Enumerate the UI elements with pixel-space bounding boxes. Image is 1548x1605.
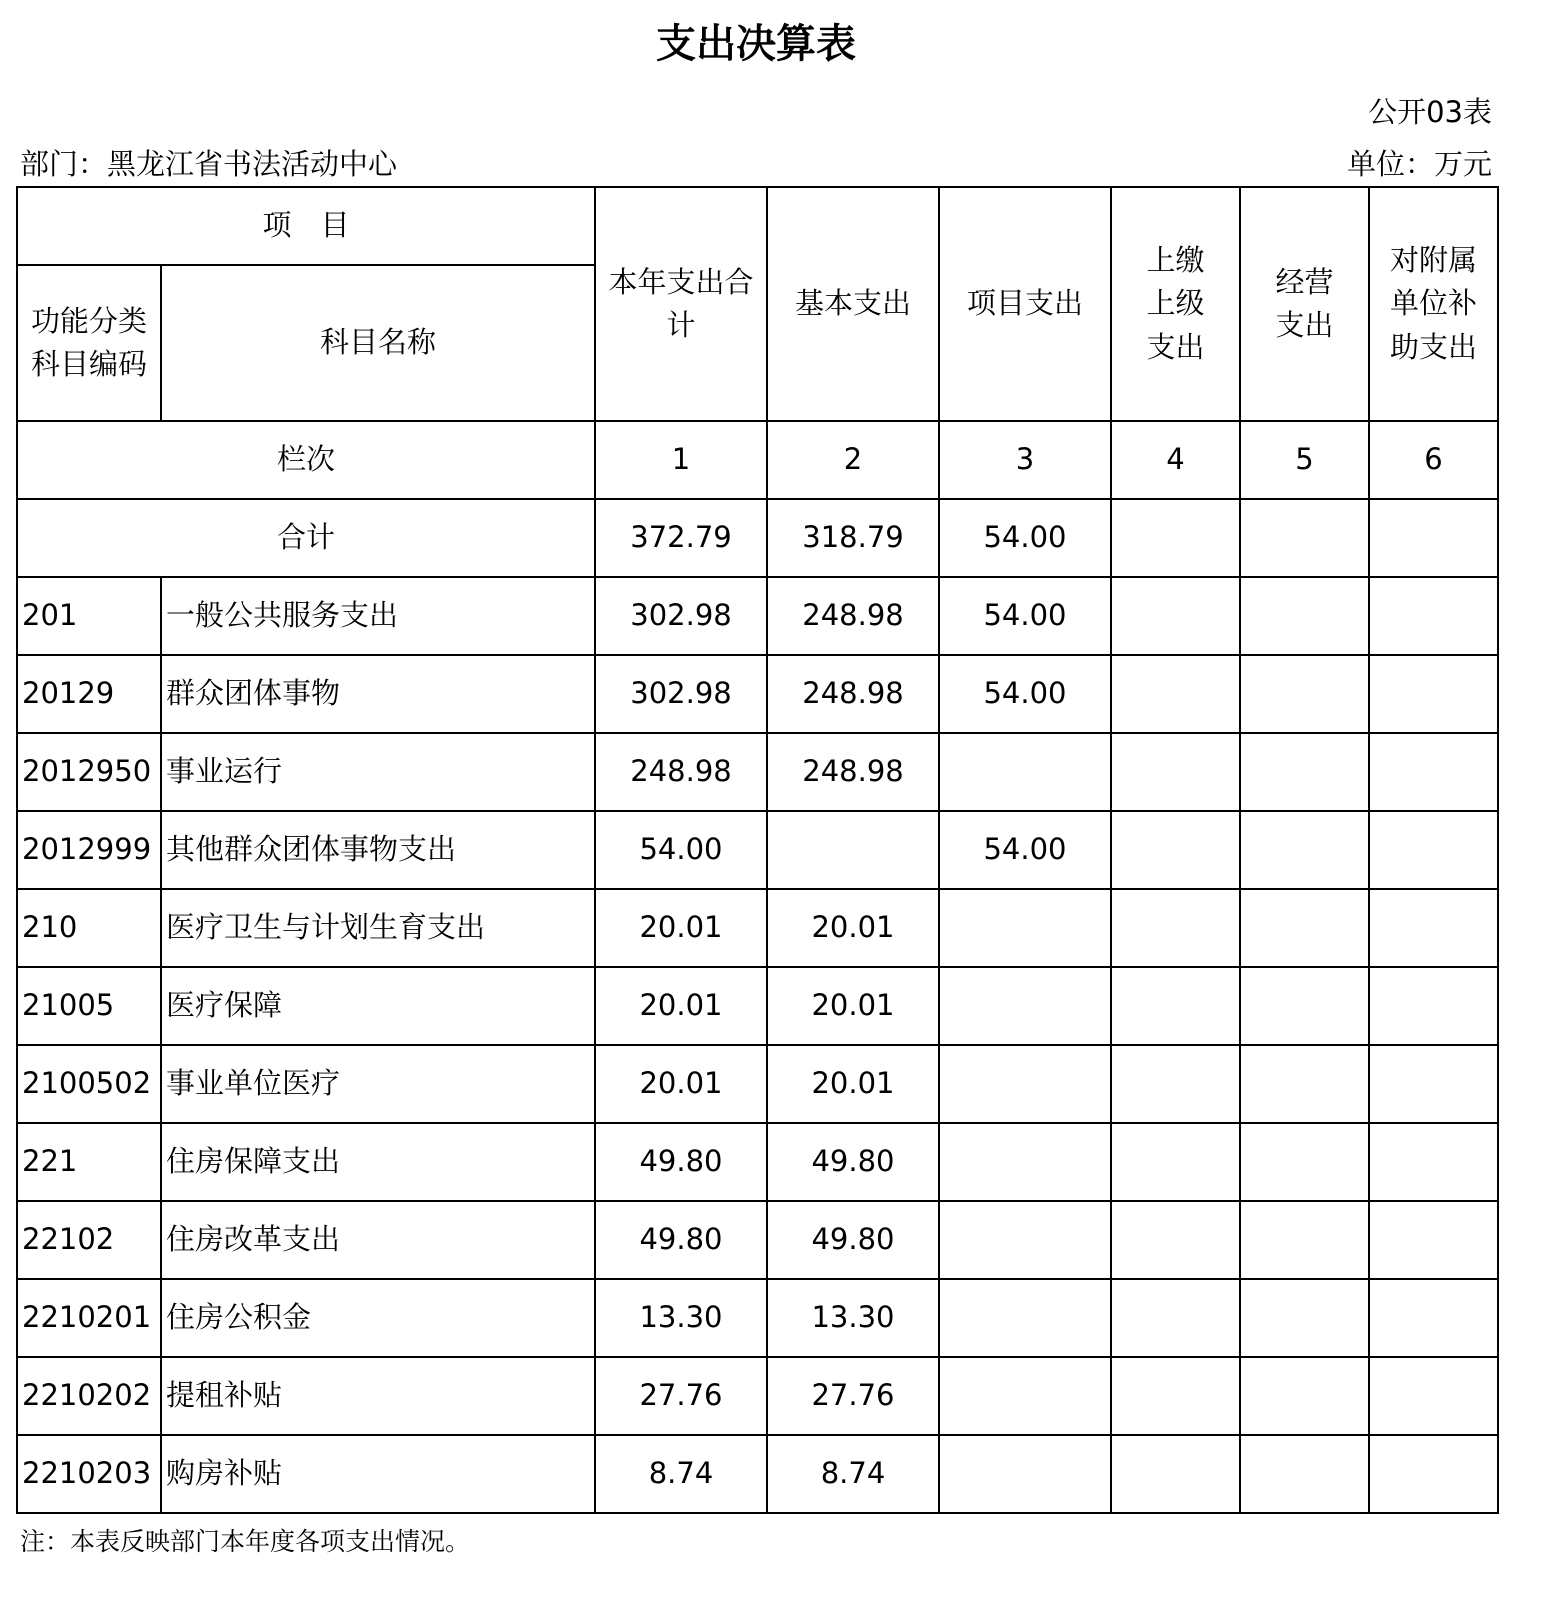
amount-cell bbox=[1369, 811, 1498, 889]
column-index: 6 bbox=[1369, 421, 1498, 499]
amount-cell: 20.01 bbox=[595, 889, 767, 967]
table-row bbox=[17, 1123, 1498, 1201]
amount-cell bbox=[1369, 1435, 1498, 1513]
amount-cell bbox=[1240, 733, 1369, 811]
amount-cell bbox=[1240, 967, 1369, 1045]
amount-cell: 248.98 bbox=[767, 577, 939, 655]
total-value: 54.00 bbox=[939, 499, 1111, 577]
amount-cell bbox=[1369, 1279, 1498, 1357]
table-row bbox=[17, 1279, 1498, 1357]
table-row bbox=[17, 655, 1498, 733]
table-note: 注：本表反映部门本年度各项支出情况。 bbox=[20, 1527, 471, 1556]
amount-cell: 54.00 bbox=[939, 577, 1111, 655]
amount-cell bbox=[1369, 1123, 1498, 1201]
amount-cell bbox=[1111, 655, 1240, 733]
total-value bbox=[1240, 499, 1369, 577]
amount-cell bbox=[1111, 733, 1240, 811]
subject-name: 事业单位医疗 bbox=[161, 1045, 595, 1123]
amount-cell bbox=[1111, 889, 1240, 967]
header-col-upper: 上缴 上级 支出 bbox=[1111, 187, 1240, 421]
subject-name: 提租补贴 bbox=[161, 1357, 595, 1435]
subject-name: 医疗卫生与计划生育支出 bbox=[161, 889, 595, 967]
table-row bbox=[17, 733, 1498, 811]
subject-code: 210 bbox=[17, 889, 161, 967]
amount-cell: 20.01 bbox=[595, 1045, 767, 1123]
amount-cell bbox=[1240, 1045, 1369, 1123]
column-index: 2 bbox=[767, 421, 939, 499]
subject-code: 2210203 bbox=[17, 1435, 161, 1513]
header-item: 项 目 bbox=[17, 187, 595, 265]
subject-code: 2210201 bbox=[17, 1279, 161, 1357]
amount-cell bbox=[939, 967, 1111, 1045]
amount-cell bbox=[1240, 1357, 1369, 1435]
subject-name: 群众团体事物 bbox=[161, 655, 595, 733]
unit-label: 单位：万元 bbox=[1346, 147, 1492, 181]
subject-name: 购房补贴 bbox=[161, 1435, 595, 1513]
amount-cell bbox=[1240, 889, 1369, 967]
amount-cell bbox=[1369, 733, 1498, 811]
amount-cell bbox=[1240, 1201, 1369, 1279]
amount-cell: 302.98 bbox=[595, 655, 767, 733]
amount-cell bbox=[939, 889, 1111, 967]
amount-cell bbox=[939, 1435, 1111, 1513]
amount-cell bbox=[1240, 1123, 1369, 1201]
amount-cell: 49.80 bbox=[595, 1201, 767, 1279]
amount-cell: 27.76 bbox=[767, 1357, 939, 1435]
subject-name: 事业运行 bbox=[161, 733, 595, 811]
column-index-label: 栏次 bbox=[17, 421, 595, 499]
total-value: 372.79 bbox=[595, 499, 767, 577]
amount-cell: 54.00 bbox=[939, 811, 1111, 889]
amount-cell bbox=[1369, 1357, 1498, 1435]
header-col-basic: 基本支出 bbox=[767, 187, 939, 421]
column-index: 5 bbox=[1240, 421, 1369, 499]
amount-cell bbox=[1111, 1435, 1240, 1513]
amount-cell bbox=[1111, 1123, 1240, 1201]
amount-cell bbox=[767, 811, 939, 889]
header-col-project: 项目支出 bbox=[939, 187, 1111, 421]
amount-cell bbox=[1369, 889, 1498, 967]
amount-cell bbox=[939, 1279, 1111, 1357]
table-row bbox=[17, 889, 1498, 967]
amount-cell: 8.74 bbox=[595, 1435, 767, 1513]
expenditure-table bbox=[16, 186, 1499, 1514]
subject-name: 住房公积金 bbox=[161, 1279, 595, 1357]
amount-cell: 302.98 bbox=[595, 577, 767, 655]
amount-cell: 49.80 bbox=[767, 1201, 939, 1279]
total-value bbox=[1369, 499, 1498, 577]
amount-cell bbox=[939, 1357, 1111, 1435]
form-number: 公开03表 bbox=[1368, 95, 1492, 129]
subject-name: 住房保障支出 bbox=[161, 1123, 595, 1201]
amount-cell: 8.74 bbox=[767, 1435, 939, 1513]
amount-cell bbox=[1111, 811, 1240, 889]
amount-cell: 20.01 bbox=[767, 967, 939, 1045]
subject-code: 2100502 bbox=[17, 1045, 161, 1123]
header-col-total: 本年支出合 计 bbox=[595, 187, 767, 421]
amount-cell: 54.00 bbox=[595, 811, 767, 889]
amount-cell bbox=[1240, 655, 1369, 733]
total-label: 合计 bbox=[17, 499, 595, 577]
amount-cell: 49.80 bbox=[595, 1123, 767, 1201]
amount-cell bbox=[1111, 1279, 1240, 1357]
header-name: 科目名称 bbox=[161, 265, 595, 421]
amount-cell bbox=[1369, 655, 1498, 733]
amount-cell bbox=[1111, 577, 1240, 655]
subject-code: 201 bbox=[17, 577, 161, 655]
amount-cell bbox=[1240, 811, 1369, 889]
amount-cell bbox=[1369, 1045, 1498, 1123]
total-value bbox=[1111, 499, 1240, 577]
amount-cell bbox=[939, 733, 1111, 811]
subject-code: 21005 bbox=[17, 967, 161, 1045]
subject-code: 2012999 bbox=[17, 811, 161, 889]
subject-code: 221 bbox=[17, 1123, 161, 1201]
page-title: 支出决算表 bbox=[656, 21, 856, 67]
table-row bbox=[17, 1201, 1498, 1279]
subject-code: 2210202 bbox=[17, 1357, 161, 1435]
amount-cell: 20.01 bbox=[767, 1045, 939, 1123]
amount-cell bbox=[1240, 1279, 1369, 1357]
amount-cell bbox=[1111, 1201, 1240, 1279]
table-row bbox=[17, 811, 1498, 889]
header-col-subsidy: 对附属 单位补 助支出 bbox=[1369, 187, 1498, 421]
amount-cell bbox=[1111, 967, 1240, 1045]
amount-cell: 49.80 bbox=[767, 1123, 939, 1201]
amount-cell: 54.00 bbox=[939, 655, 1111, 733]
subject-code: 2012950 bbox=[17, 733, 161, 811]
amount-cell bbox=[1369, 967, 1498, 1045]
amount-cell: 20.01 bbox=[767, 889, 939, 967]
amount-cell: 20.01 bbox=[595, 967, 767, 1045]
amount-cell: 248.98 bbox=[767, 655, 939, 733]
amount-cell bbox=[1111, 1357, 1240, 1435]
subject-name: 一般公共服务支出 bbox=[161, 577, 595, 655]
amount-cell bbox=[1369, 1201, 1498, 1279]
subject-name: 医疗保障 bbox=[161, 967, 595, 1045]
table-row bbox=[17, 967, 1498, 1045]
subject-name: 其他群众团体事物支出 bbox=[161, 811, 595, 889]
amount-cell bbox=[939, 1123, 1111, 1201]
table-row bbox=[17, 1435, 1498, 1513]
amount-cell bbox=[1369, 577, 1498, 655]
table-row bbox=[17, 1045, 1498, 1123]
amount-cell bbox=[939, 1201, 1111, 1279]
column-index: 3 bbox=[939, 421, 1111, 499]
amount-cell: 248.98 bbox=[595, 733, 767, 811]
amount-cell: 27.76 bbox=[595, 1357, 767, 1435]
amount-cell: 13.30 bbox=[767, 1279, 939, 1357]
total-value: 318.79 bbox=[767, 499, 939, 577]
subject-code: 20129 bbox=[17, 655, 161, 733]
amount-cell bbox=[1111, 1045, 1240, 1123]
header-col-operating: 经营 支出 bbox=[1240, 187, 1369, 421]
amount-cell bbox=[1240, 577, 1369, 655]
column-index: 1 bbox=[595, 421, 767, 499]
subject-name: 住房改革支出 bbox=[161, 1201, 595, 1279]
amount-cell bbox=[939, 1045, 1111, 1123]
column-index: 4 bbox=[1111, 421, 1240, 499]
amount-cell: 248.98 bbox=[767, 733, 939, 811]
column-index-row bbox=[17, 421, 1498, 499]
table-row bbox=[17, 1357, 1498, 1435]
total-row bbox=[17, 499, 1498, 577]
amount-cell bbox=[1240, 1435, 1369, 1513]
header-code: 功能分类 科目编码 bbox=[17, 265, 161, 421]
table-row bbox=[17, 577, 1498, 655]
department-label: 部门：黑龙江省书法活动中心 bbox=[20, 147, 398, 181]
amount-cell: 13.30 bbox=[595, 1279, 767, 1357]
subject-code: 22102 bbox=[17, 1201, 161, 1279]
